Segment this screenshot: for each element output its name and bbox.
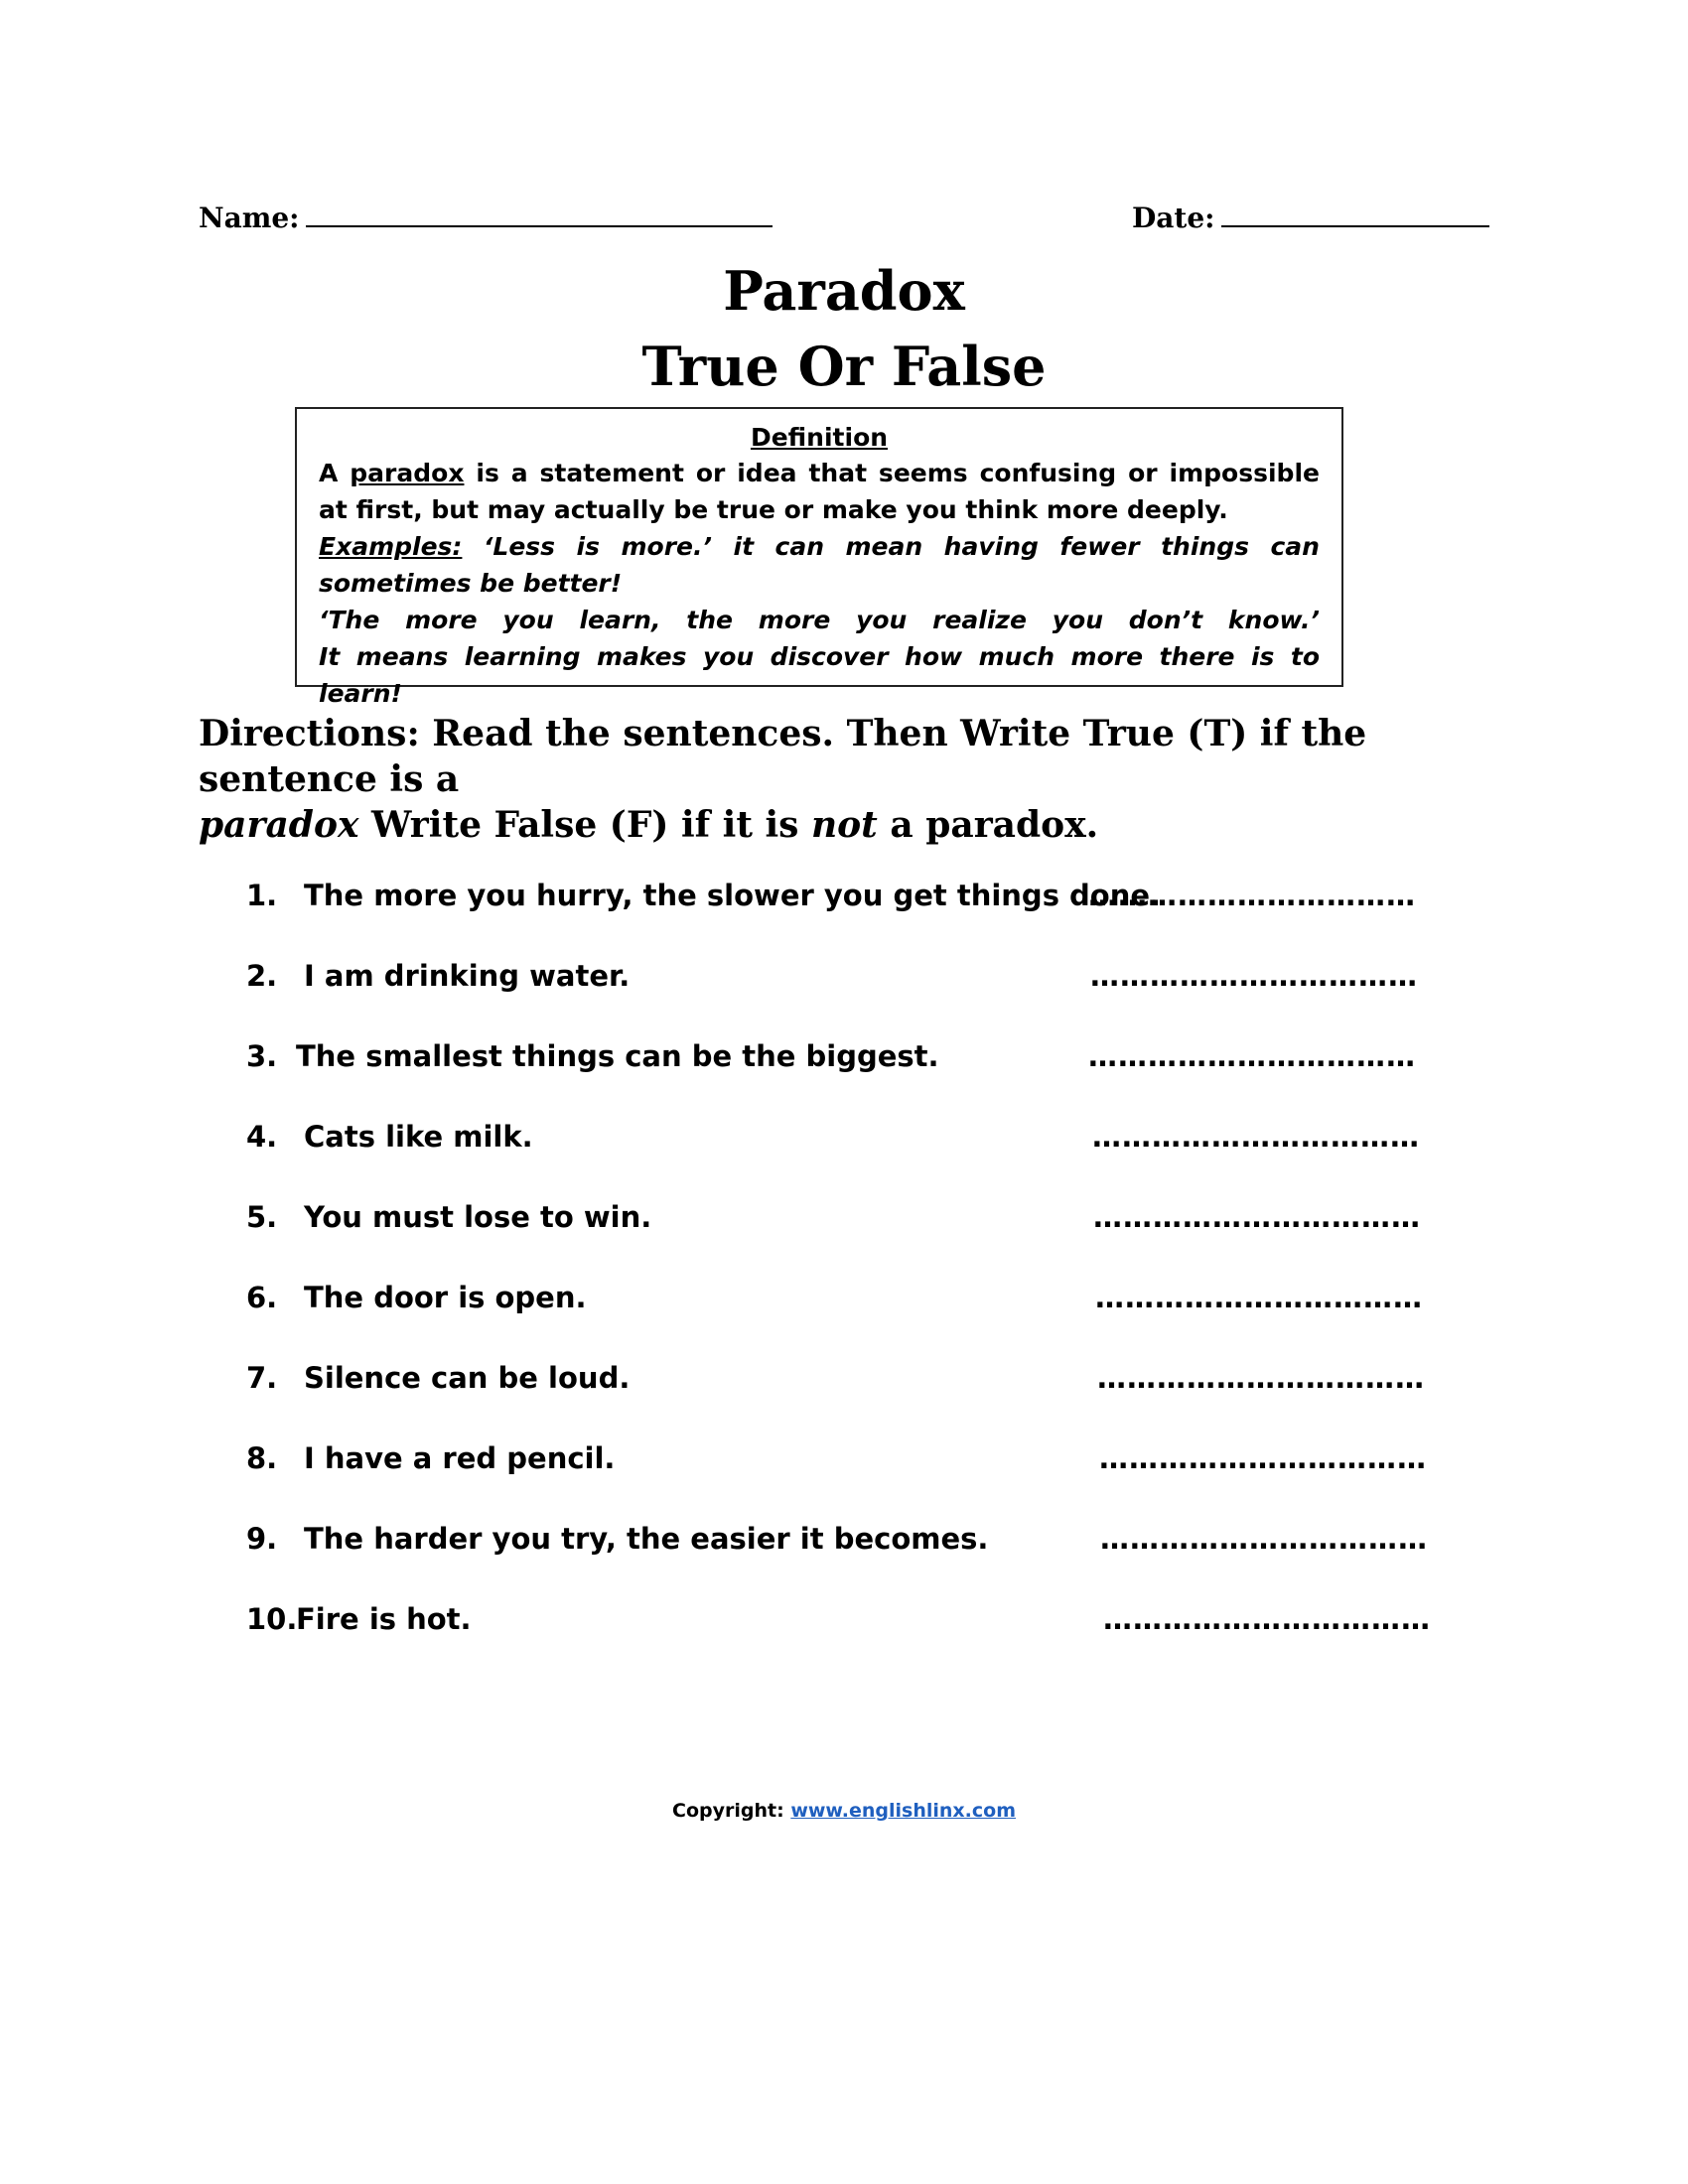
question-number: 3. (246, 1039, 278, 1073)
answer-blank[interactable]: …………………………… (1103, 1602, 1431, 1636)
example-two-word: realize (932, 606, 1027, 634)
answer-blank[interactable]: …………………………… (1099, 1441, 1427, 1475)
definition-box (295, 407, 1343, 708)
example-two-explanation: It means learning makes you discover how much more there is to learn! (319, 642, 1320, 708)
example-two-word: learn, (579, 606, 661, 634)
question-text: Silence can be loud. (304, 1361, 631, 1395)
definition-text (319, 455, 1320, 528)
question-number: 8. (246, 1441, 278, 1475)
name-field[interactable] (199, 199, 773, 238)
question-number: 9. (246, 1522, 278, 1556)
question-item (246, 956, 1418, 1036)
directions-italic-not: not (810, 804, 878, 846)
date-label: Date: (1132, 202, 1215, 234)
question-item (246, 1438, 1427, 1519)
example-two-word: ‘The (319, 606, 380, 634)
header-row (199, 199, 1481, 238)
question-text: The more you hurry, the slower you get things done. (304, 879, 1162, 912)
question-item (246, 1117, 1420, 1197)
example-two-word: more (758, 606, 831, 634)
question-item (246, 1197, 1421, 1278)
answer-blank[interactable]: …………………………… (1090, 959, 1418, 993)
name-label: Name: (199, 202, 300, 234)
answer-blank[interactable]: …………………………… (1100, 1522, 1428, 1556)
copyright-footer (0, 1797, 1688, 1825)
question-item (246, 1036, 1416, 1117)
example-two-word: you (502, 606, 554, 634)
copyright-label: Copyright: (672, 1800, 784, 1822)
directions-italic-paradox: paradox (199, 804, 359, 846)
question-text: The smallest things can be the biggest. (296, 1039, 939, 1073)
answer-blank[interactable]: …………………………… (1088, 879, 1416, 912)
example-one (319, 528, 1320, 602)
example-two-word: know.’ (1227, 606, 1320, 634)
question-item (246, 1519, 1428, 1599)
question-text: I have a red pencil. (304, 1441, 616, 1475)
question-number: 10. (246, 1602, 298, 1636)
definition-heading: Definition (750, 423, 889, 452)
page-title: Paradox (723, 259, 965, 323)
question-number: 1. (246, 879, 278, 912)
question-item (246, 876, 1416, 956)
example-two-word: more (405, 606, 478, 634)
answer-blank[interactable]: …………………………… (1097, 1361, 1425, 1395)
question-text: Fire is hot. (296, 1602, 472, 1636)
question-number: 4. (246, 1120, 278, 1154)
question-text: I am drinking water. (304, 959, 631, 993)
examples-label: Examples: (319, 532, 463, 561)
answer-blank[interactable]: …………………………… (1093, 1200, 1421, 1234)
example-two-word: don’t (1128, 606, 1203, 634)
name-blank-line[interactable] (306, 200, 773, 227)
directions-part2: Write False (F) if it is (370, 804, 799, 846)
question-number: 5. (246, 1200, 278, 1234)
page-subtitle: True Or False (641, 335, 1047, 398)
question-number: 7. (246, 1361, 278, 1395)
copyright-link[interactable]: www.englishlinx.com (790, 1800, 1016, 1822)
question-item (246, 1599, 1431, 1680)
date-field[interactable] (1132, 199, 1489, 238)
question-text: Cats like milk. (304, 1120, 533, 1154)
question-number: 2. (246, 959, 278, 993)
answer-blank[interactable]: …………………………… (1092, 1120, 1420, 1154)
definition-intro-prefix: A (319, 459, 339, 487)
example-two-quote (319, 602, 1320, 638)
directions-part3: a paradox. (890, 804, 1099, 846)
question-number: 6. (246, 1281, 278, 1314)
answer-blank[interactable]: …………………………… (1095, 1281, 1423, 1314)
date-blank-line[interactable] (1221, 200, 1489, 227)
example-two-word: you (856, 606, 908, 634)
answer-blank[interactable]: …………………………… (1088, 1039, 1416, 1073)
example-two-word: you (1052, 606, 1103, 634)
definition-term: paradox (350, 459, 465, 487)
question-item (246, 1358, 1425, 1438)
example-one-text: ‘Less is more.’ it can mean having fewer things can sometimes be better! (319, 532, 1320, 598)
question-text: The door is open. (304, 1281, 587, 1314)
definition-intro-rest: is a statement or idea that seems confusing or impossible at first, but may actually be true or make you think more deeply. (319, 459, 1320, 524)
directions-part1: Directions: Read the sentences. Then Write True (T) if the sentence is a (199, 713, 1367, 800)
example-two-word: the (686, 606, 733, 634)
question-item (246, 1278, 1423, 1358)
question-text: You must lose to win. (304, 1200, 652, 1234)
question-text: The harder you try, the easier it becomes. (304, 1522, 989, 1556)
directions (199, 711, 1489, 848)
question-list (246, 876, 1431, 1680)
